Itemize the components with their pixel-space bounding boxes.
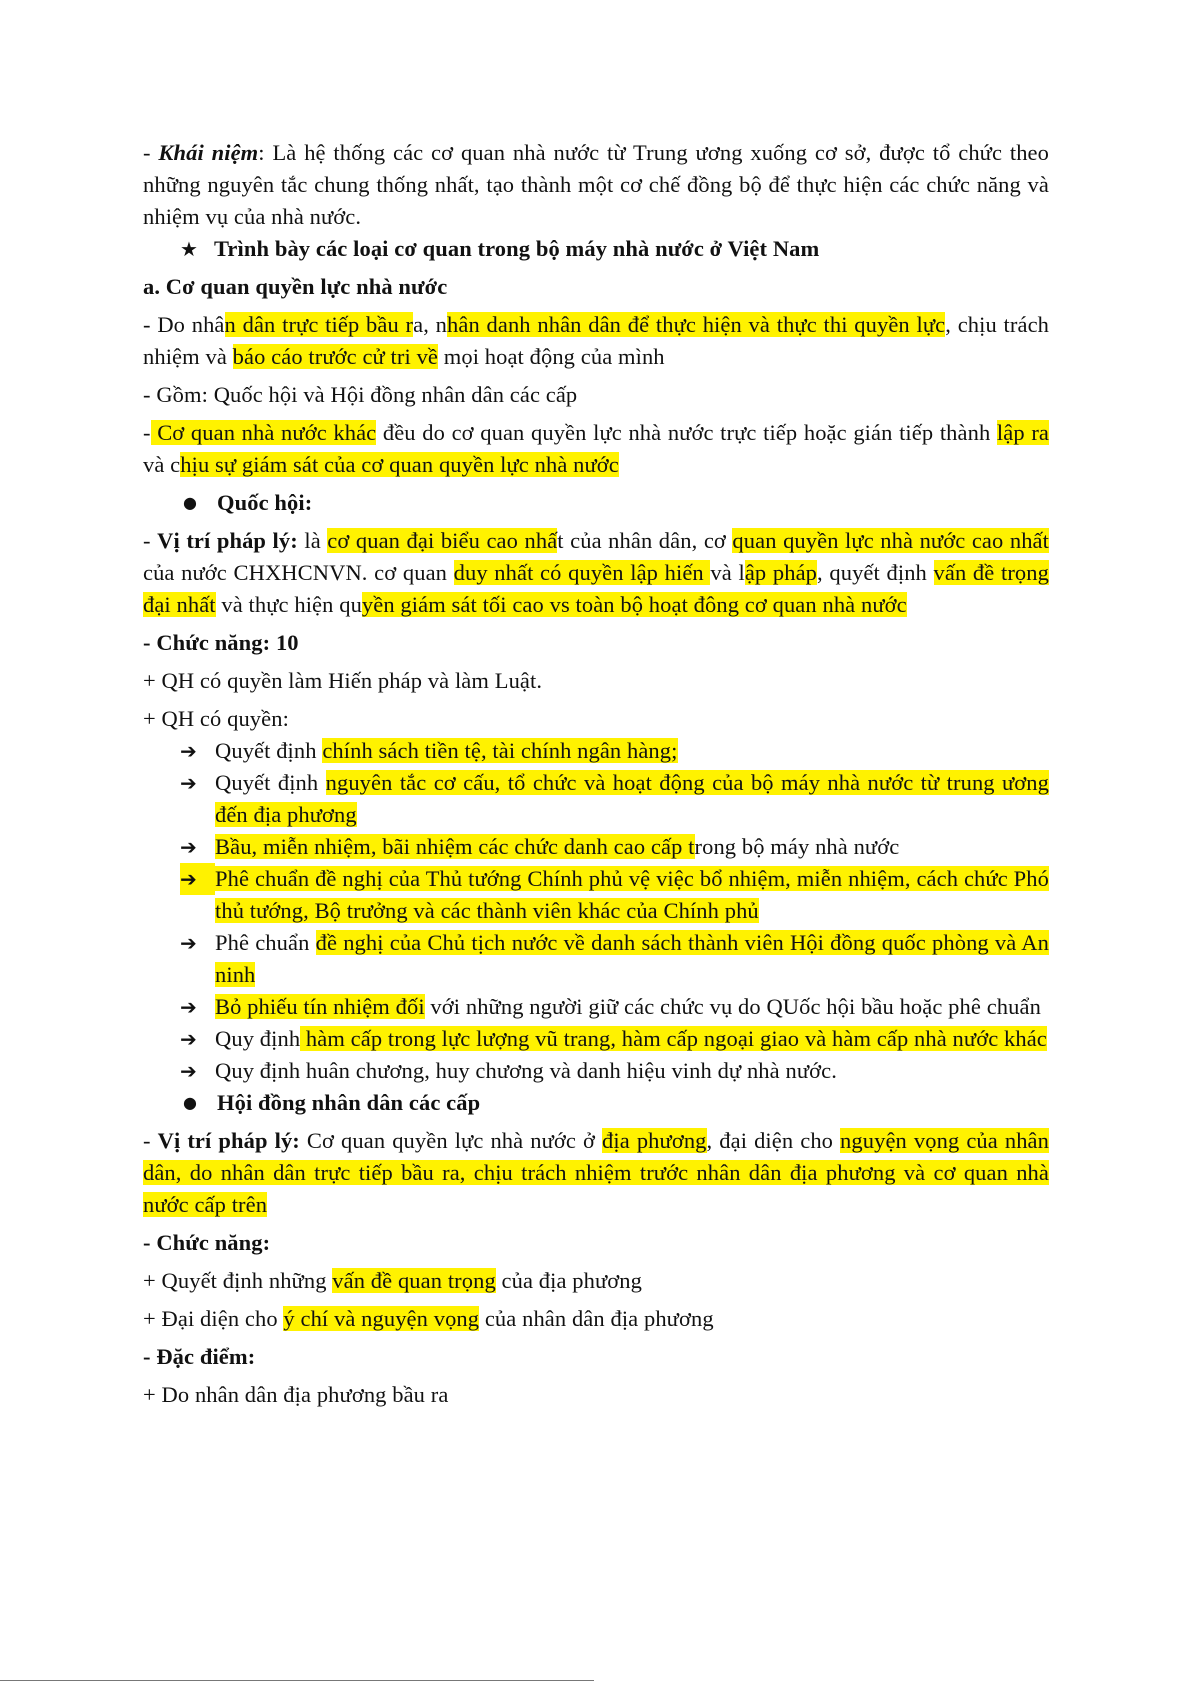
star-heading-text: Trình bày các loại cơ quan trong bộ máy nhà nước ở Việt Nam bbox=[214, 236, 820, 261]
quoc-hoi-chuc-nang: - Chức năng: 10 bbox=[143, 630, 299, 655]
document-page bbox=[143, 137, 1049, 1411]
hdnd-cn1: + Quyết định những vấn đề quan trọng của địa phương bbox=[143, 1268, 642, 1293]
arrow-icon: ➔ bbox=[180, 835, 197, 859]
list-item: ➔ Quyết định nguyên tắc cơ cấu, tổ chức và hoạt động của bộ máy nhà nước từ trung ương đến địa phương bbox=[180, 767, 1049, 831]
list-item: ➔ Bỏ phiếu tín nhiệm đối với những người giữ các chức vụ do QUốc hội bầu hoặc phê chuẩn bbox=[180, 991, 1049, 1023]
intro-paragraph bbox=[143, 137, 1049, 233]
hdnd-dac-diem: - Đặc điểm: bbox=[143, 1344, 256, 1369]
star-heading bbox=[143, 233, 1049, 265]
quoc-hoi-powers-list bbox=[143, 735, 1049, 1087]
quoc-hoi-line1: + QH có quyền làm Hiến pháp và làm Luật. bbox=[143, 668, 543, 693]
arrow-icon: ➔ bbox=[180, 1059, 197, 1083]
list-item: ➔ Quyết định chính sách tiền tệ, tài chính ngân hàng; bbox=[180, 735, 1049, 767]
section-a-p2: - Gồm: Quốc hội và Hội đồng nhân dân các cấp bbox=[143, 382, 578, 407]
bullet-icon: ● bbox=[183, 1093, 198, 1112]
hdnd-heading: ● Hội đồng nhân dân các cấp bbox=[143, 1087, 1049, 1119]
arrow-icon: ➔ bbox=[180, 739, 197, 763]
hdnd-cn2: + Đại diện cho ý chí và nguyện vọng của nhân dân địa phương bbox=[143, 1306, 714, 1331]
hdnd-chuc-nang: - Chức năng: bbox=[143, 1230, 271, 1255]
arrow-icon: ➔ bbox=[180, 771, 197, 795]
term-khai-niem: Khái niệm bbox=[158, 140, 259, 165]
arrow-icon: ➔ bbox=[180, 863, 215, 895]
hdnd-vi-tri: - Vị trí pháp lý: Cơ quan quyền lực nhà nước ở địa phương, đại diện cho nguyện vọng của nhân dân, do nhân dân trực tiếp bầu ra, chịu trách nhiệm trước nhân dân địa phương và cơ quan nhà nước cấp trên bbox=[143, 1128, 1049, 1217]
list-item: ➔ Quy định huân chương, huy chương và danh hiệu vinh dự nhà nước. bbox=[180, 1055, 1049, 1087]
bullet-icon: ● bbox=[183, 493, 198, 512]
arrow-icon: ➔ bbox=[180, 1027, 197, 1051]
list-item: ➔ Quy định hàm cấp trong lực lượng vũ trang, hàm cấp ngoại giao và hàm cấp nhà nước khác bbox=[180, 1023, 1049, 1055]
section-a-title: a. Cơ quan quyền lực nhà nước bbox=[143, 274, 448, 299]
quoc-hoi-line2: + QH có quyền: bbox=[143, 706, 289, 731]
list-item: ➔ Phê chuẩn đề nghị của Thủ tướng Chính phủ vệ việc bổ nhiệm, miễn nhiệm, cách chức Phó thủ tướng, Bộ trưởng và các thành viên khác của Chính phủ bbox=[180, 863, 1049, 927]
quoc-hoi-vi-tri: - Vị trí pháp lý: là cơ quan đại biểu cao nhất của nhân dân, cơ quan quyền lực nhà nước cao nhất của nước CHXHCNVN. cơ quan duy nhất có quyền lập hiến và lập pháp, quyết định vấn đề trọng đại nhất và thực hiện quyền giám sát tối cao vs toàn bộ hoạt đông cơ quan nhà nước bbox=[143, 528, 1049, 617]
section-a-p1: - Do nhân dân trực tiếp bầu ra, nhân danh nhân dân để thực hiện và thực thi quyền lực, chịu trách nhiệm và báo cáo trước cử tri về mọi hoạt động của mình bbox=[143, 312, 1050, 369]
hdnd-dd1: + Do nhân dân địa phương bầu ra bbox=[143, 1382, 449, 1407]
dash: - bbox=[143, 140, 159, 165]
section-a-p3: - Cơ quan nhà nước khác đều do cơ quan quyền lực nhà nước trực tiếp hoặc gián tiếp thành lập ra và chịu sự giám sát của cơ quan quyền lực nhà nước bbox=[143, 420, 1049, 477]
page-bottom-rule bbox=[0, 1680, 594, 1681]
arrow-icon: ➔ bbox=[180, 995, 197, 1019]
star-icon: ★ bbox=[180, 237, 199, 261]
quoc-hoi-heading: ● Quốc hội: bbox=[143, 487, 1049, 519]
intro-text: : Là hệ thống các cơ quan nhà nước từ Trung ương xuống cơ sở, được tổ chức theo những nguyên tắc chung thống nhất, tạo thành một cơ chế đồng bộ để thực hiện các chức năng và nhiệm vụ của nhà nước. bbox=[143, 140, 1049, 229]
list-item: ➔ Phê chuẩn đề nghị của Chủ tịch nước về danh sách thành viên Hội đồng quốc phòng và An ninh bbox=[180, 927, 1049, 991]
list-item: ➔ Bầu, miễn nhiệm, bãi nhiệm các chức danh cao cấp trong bộ máy nhà nước bbox=[180, 831, 1049, 863]
arrow-icon: ➔ bbox=[180, 931, 197, 955]
